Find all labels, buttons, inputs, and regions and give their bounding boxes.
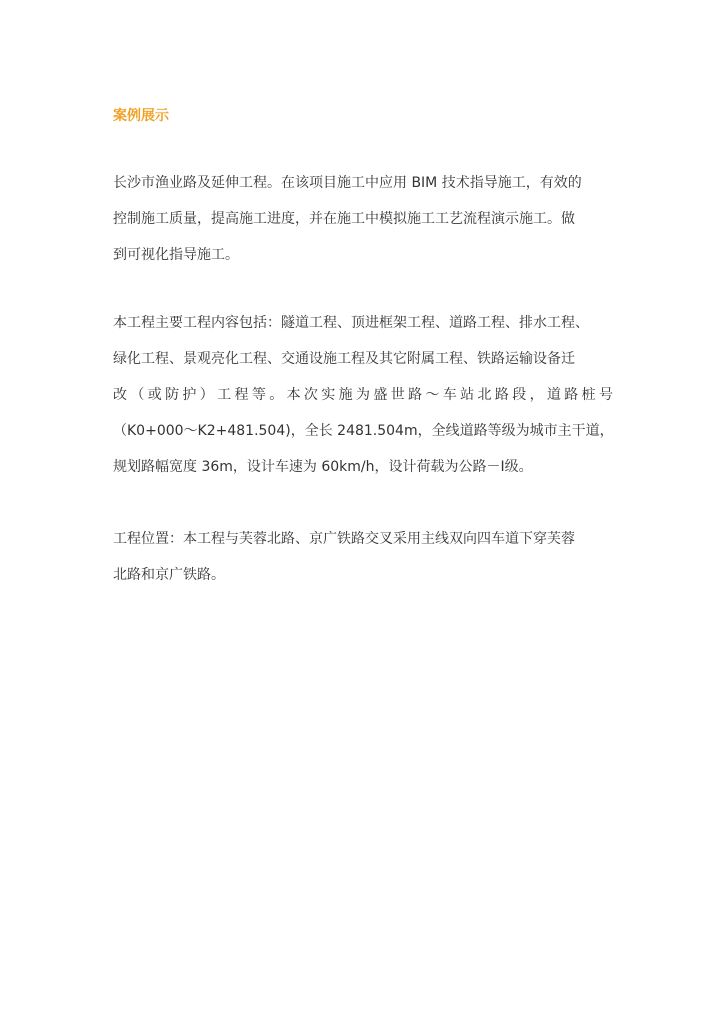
paragraph-line: 改（或防护）工程等。本次实施为盛世路～车站北路段，道路桩号 [113,387,613,403]
paragraph-project-overview [113,165,613,273]
paragraph-line: （K0+000～K2+481.504)，全长 2481.504m，全线道路等级为城市主干道， [113,423,614,439]
paragraph-line: 本工程主要工程内容包括：隧道工程、顶进框架工程、道路工程、排水工程、 [113,315,589,331]
paragraph-line: 控制施工质量，提高施工进度，并在施工中模拟施工工艺流程演示施工。做 [113,211,575,227]
paragraph-line: 北路和京广铁路。 [113,567,225,583]
paragraph-project-scope [113,305,613,485]
paragraph-line: 长沙市渔业路及延伸工程。在该项目施工中应用 BIM 技术指导施工，有效的 [113,175,582,191]
paragraph-line: 绿化工程、景观亮化工程、交通设施工程及其它附属工程、铁路运输设备迁 [113,351,575,367]
paragraph-project-location [113,521,613,593]
paragraph-line: 工程位置：本工程与芙蓉北路、京广铁路交叉采用主线双向四车道下穿芙蓉 [113,531,575,547]
section-title: 案例展示 [113,108,169,124]
paragraph-line: 规划路幅宽度 36m，设计车速为 60km/h，设计荷载为公路－Ⅰ级。 [113,459,533,475]
paragraph-line: 到可视化指导施工。 [113,247,239,263]
